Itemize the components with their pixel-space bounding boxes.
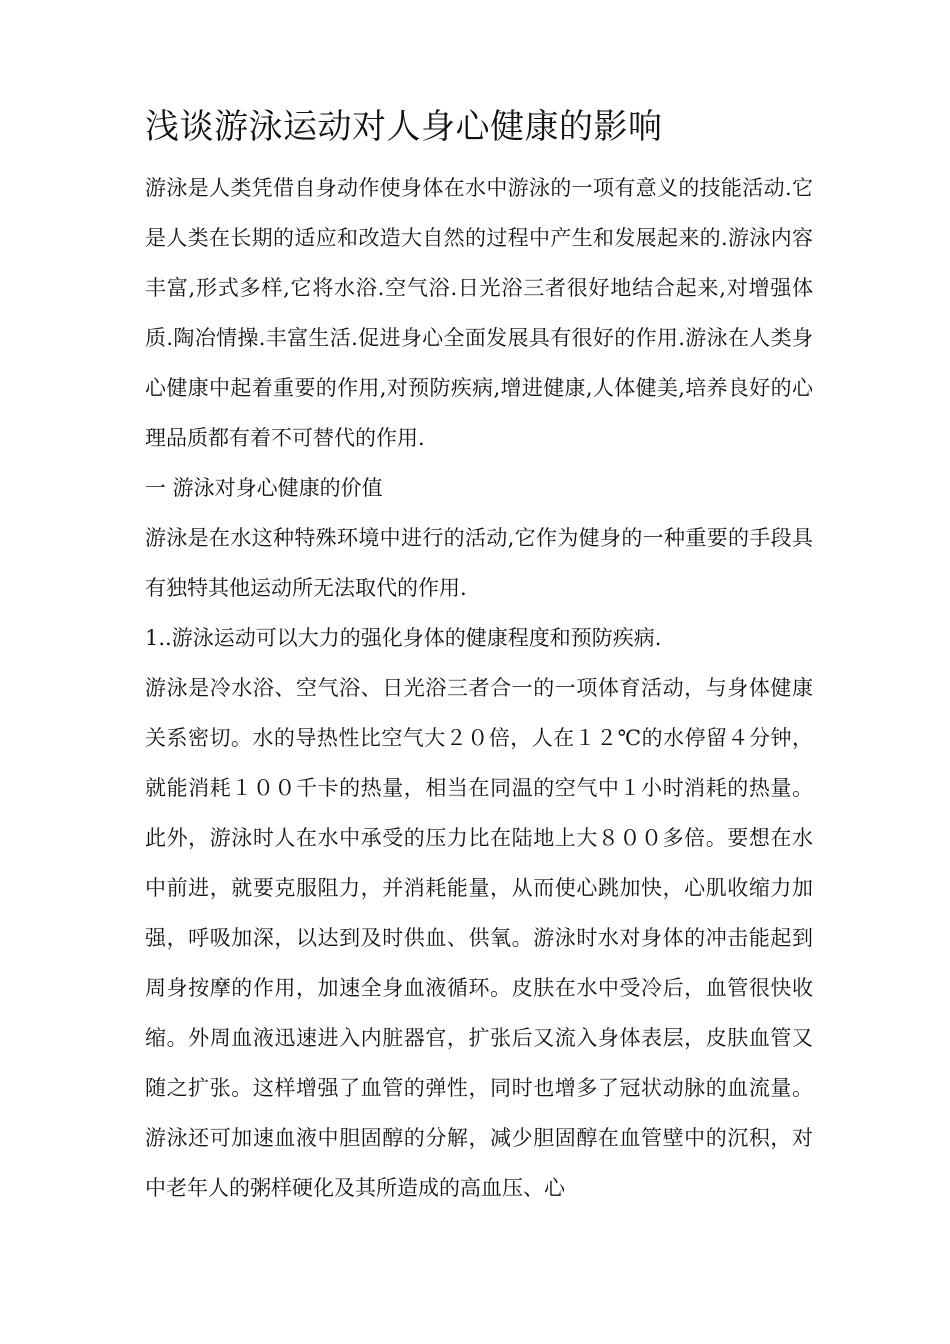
document-body bbox=[145, 163, 813, 1213]
subsection-heading: 1..游泳运动可以大力的强化身体的健康程度和预防疾病. bbox=[145, 626, 662, 650]
section-heading: 一 游泳对身心健康的价值 bbox=[145, 476, 383, 500]
section-paragraph: 游泳是在水这种特殊环境中进行的活动,它作为健身的一种重要的手段具有独特其他运动所无法取代的作用. bbox=[145, 526, 813, 600]
intro-paragraph: 游泳是人类凭借自身动作使身体在水中游泳的一项有意义的技能活动.它是人类在长期的适应和改造大自然的过程中产生和发展起来的.游泳内容丰富,形式多样,它将水浴.空气浴.日光浴三者很好地结合起来,对增强体质.陶冶情操.丰富生活.促进身心全面发展具有很好的作用.游泳在人类身心健康中起着重要的作用,对预防疾病,增进健康,人体健美,培养良好的心理品质都有着不可替代的作用. bbox=[145, 176, 813, 450]
subsection-paragraph: 游泳是冷水浴、空气浴、日光浴三者合一的一项体育活动，与身体健康关系密切。水的导热性比空气大２０倍，人在１２℃的水停留４分钟，就能消耗１００千卡的热量，相当在同温的空气中１小时消耗的热量。此外，游泳时人在水中承受的压力比在陆地上大８００多倍。要想在水中前进，就要克服阻力，并消耗能量，从而使心跳加快，心肌收缩力加强，呼吸加深，以达到及时供血、供氧。游泳时水对身体的冲击能起到周身按摩的作用，加速全身血液循环。皮肤在水中受冷后，血管很快收缩。外周血液迅速进入内脏器官，扩张后又流入身体表层，皮肤血管又随之扩张。这样增强了血管的弹性，同时也增多了冠状动脉的血流量。游泳还可加速血液中胆固醇的分解，减少胆固醇在血管壁中的沉积，对中老年人的粥样硬化及其所造成的高血压、心 bbox=[145, 676, 813, 1200]
document-title: 浅谈游泳运动对人身心健康的影响 bbox=[145, 107, 663, 147]
